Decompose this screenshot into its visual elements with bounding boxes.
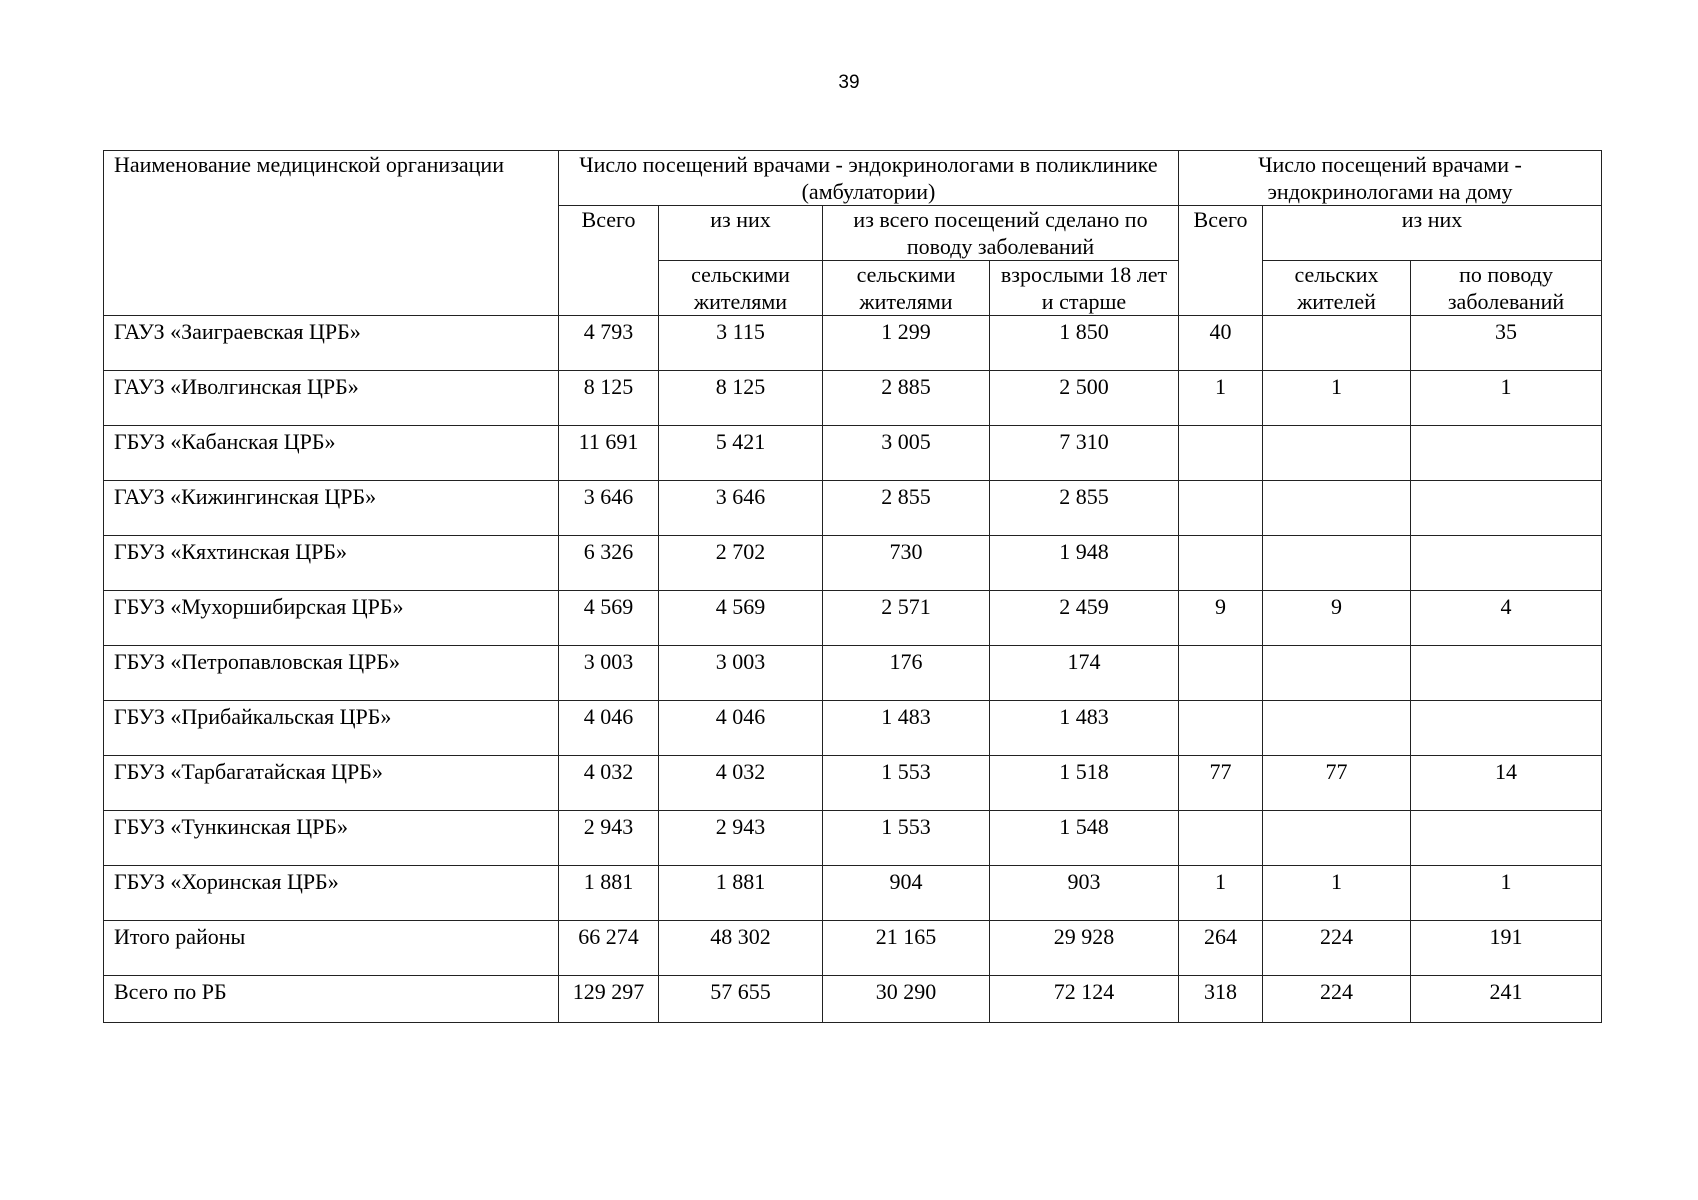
home-disease-value xyxy=(1411,426,1602,481)
poly-disease-adults-value: 2 459 xyxy=(990,591,1179,646)
home-rural-value: 77 xyxy=(1263,756,1411,811)
poly-rural-value: 2 702 xyxy=(659,536,823,591)
poly-total-value: 11 691 xyxy=(559,426,659,481)
poly-rural-value: 4 046 xyxy=(659,701,823,756)
poly-disease-rural-value: 2 855 xyxy=(823,481,990,536)
poly-disease-rural-value: 21 165 xyxy=(823,921,990,976)
poly-disease-rural-value: 1 299 xyxy=(823,316,990,371)
poly-rural-value: 48 302 xyxy=(659,921,823,976)
poly-total-value: 1 881 xyxy=(559,866,659,921)
header-home-total: Всего xyxy=(1179,206,1263,316)
home-disease-value: 191 xyxy=(1411,921,1602,976)
organization-name: ГАУЗ «Заиграевская ЦРБ» xyxy=(104,316,559,371)
home-total-value: 1 xyxy=(1179,371,1263,426)
poly-rural-value: 4 032 xyxy=(659,756,823,811)
home-disease-value: 1 xyxy=(1411,371,1602,426)
poly-disease-rural-value: 30 290 xyxy=(823,976,990,1023)
header-home-rural: сельских жителей xyxy=(1263,261,1411,316)
home-rural-value: 9 xyxy=(1263,591,1411,646)
poly-rural-value: 3 646 xyxy=(659,481,823,536)
home-disease-value: 14 xyxy=(1411,756,1602,811)
home-rural-value: 1 xyxy=(1263,866,1411,921)
poly-disease-adults-value: 72 124 xyxy=(990,976,1179,1023)
home-disease-value xyxy=(1411,701,1602,756)
poly-disease-adults-value: 174 xyxy=(990,646,1179,701)
home-disease-value: 241 xyxy=(1411,976,1602,1023)
header-poly-disease-rural: сельскими жителями xyxy=(823,261,990,316)
organization-name: ГБУЗ «Хоринская ЦРБ» xyxy=(104,866,559,921)
home-disease-value: 1 xyxy=(1411,866,1602,921)
table-row xyxy=(104,811,1602,866)
home-total-value: 264 xyxy=(1179,921,1263,976)
poly-rural-value: 3 003 xyxy=(659,646,823,701)
home-total-value xyxy=(1179,701,1263,756)
organization-name: ГБУЗ «Кабанская ЦРБ» xyxy=(104,426,559,481)
table-row xyxy=(104,701,1602,756)
home-total-value xyxy=(1179,536,1263,591)
home-disease-value: 35 xyxy=(1411,316,1602,371)
table-row xyxy=(104,756,1602,811)
organization-name: ГАУЗ «Кижингинская ЦРБ» xyxy=(104,481,559,536)
poly-total-value: 66 274 xyxy=(559,921,659,976)
organization-name: Итого районы xyxy=(104,921,559,976)
poly-disease-rural-value: 2 571 xyxy=(823,591,990,646)
home-rural-value xyxy=(1263,316,1411,371)
table-row xyxy=(104,426,1602,481)
poly-total-value: 4 046 xyxy=(559,701,659,756)
poly-rural-value: 8 125 xyxy=(659,371,823,426)
organization-name: ГБУЗ «Тарбагатайская ЦРБ» xyxy=(104,756,559,811)
poly-disease-adults-value: 1 518 xyxy=(990,756,1179,811)
table-row xyxy=(104,646,1602,701)
home-total-value xyxy=(1179,811,1263,866)
table-row-district-total xyxy=(104,921,1602,976)
header-home-disease: по поводу заболеваний xyxy=(1411,261,1602,316)
poly-rural-value: 4 569 xyxy=(659,591,823,646)
poly-total-value: 3 646 xyxy=(559,481,659,536)
table-row xyxy=(104,536,1602,591)
header-polyclinic-group: Число посещений врачами - эндокринологами в поликлинике (амбулатории) xyxy=(559,151,1179,206)
header-home-of-them: из них xyxy=(1263,206,1602,261)
poly-disease-rural-value: 176 xyxy=(823,646,990,701)
header-poly-rural: сельскими жителями xyxy=(659,261,823,316)
home-rural-value xyxy=(1263,646,1411,701)
poly-total-value: 4 032 xyxy=(559,756,659,811)
home-total-value: 318 xyxy=(1179,976,1263,1023)
poly-rural-value: 3 115 xyxy=(659,316,823,371)
home-rural-value: 1 xyxy=(1263,371,1411,426)
home-rural-value xyxy=(1263,701,1411,756)
header-poly-total: Всего xyxy=(559,206,659,316)
poly-disease-adults-value: 29 928 xyxy=(990,921,1179,976)
table-row xyxy=(104,591,1602,646)
home-rural-value xyxy=(1263,426,1411,481)
poly-rural-value: 5 421 xyxy=(659,426,823,481)
table-row xyxy=(104,316,1602,371)
table-row xyxy=(104,866,1602,921)
poly-disease-rural-value: 1 553 xyxy=(823,756,990,811)
poly-disease-adults-value: 1 548 xyxy=(990,811,1179,866)
poly-rural-value: 1 881 xyxy=(659,866,823,921)
visits-table xyxy=(103,150,1602,1023)
poly-disease-adults-value: 1 850 xyxy=(990,316,1179,371)
home-total-value xyxy=(1179,646,1263,701)
header-organization-name: Наименование медицинской организации xyxy=(104,151,559,316)
poly-disease-adults-value: 7 310 xyxy=(990,426,1179,481)
header-poly-diseases: из всего посещений сделано по поводу заболеваний xyxy=(823,206,1179,261)
header-poly-of-them: из них xyxy=(659,206,823,261)
home-total-value xyxy=(1179,481,1263,536)
organization-name: ГБУЗ «Мухоршибирская ЦРБ» xyxy=(104,591,559,646)
poly-total-value: 6 326 xyxy=(559,536,659,591)
organization-name: ГБУЗ «Тункинская ЦРБ» xyxy=(104,811,559,866)
home-total-value: 1 xyxy=(1179,866,1263,921)
home-rural-value: 224 xyxy=(1263,976,1411,1023)
poly-total-value: 4 793 xyxy=(559,316,659,371)
poly-total-value: 3 003 xyxy=(559,646,659,701)
poly-disease-rural-value: 1 553 xyxy=(823,811,990,866)
organization-name: Всего по РБ xyxy=(104,976,559,1023)
home-disease-value xyxy=(1411,646,1602,701)
poly-total-value: 4 569 xyxy=(559,591,659,646)
header-home-group: Число посещений врачами - эндокринологами на дому xyxy=(1179,151,1602,206)
home-total-value: 9 xyxy=(1179,591,1263,646)
home-rural-value xyxy=(1263,811,1411,866)
home-rural-value xyxy=(1263,536,1411,591)
poly-disease-adults-value: 2 855 xyxy=(990,481,1179,536)
poly-total-value: 8 125 xyxy=(559,371,659,426)
poly-disease-adults-value: 2 500 xyxy=(990,371,1179,426)
table-row xyxy=(104,371,1602,426)
page-number: 39 xyxy=(838,72,860,93)
poly-disease-adults-value: 903 xyxy=(990,866,1179,921)
home-total-value: 77 xyxy=(1179,756,1263,811)
home-disease-value xyxy=(1411,811,1602,866)
poly-rural-value: 2 943 xyxy=(659,811,823,866)
poly-disease-rural-value: 3 005 xyxy=(823,426,990,481)
table-row-republic-total xyxy=(104,976,1602,1023)
poly-disease-adults-value: 1 483 xyxy=(990,701,1179,756)
poly-total-value: 2 943 xyxy=(559,811,659,866)
home-rural-value: 224 xyxy=(1263,921,1411,976)
organization-name: ГБУЗ «Кяхтинская ЦРБ» xyxy=(104,536,559,591)
poly-rural-value: 57 655 xyxy=(659,976,823,1023)
home-total-value: 40 xyxy=(1179,316,1263,371)
poly-disease-rural-value: 904 xyxy=(823,866,990,921)
poly-disease-rural-value: 730 xyxy=(823,536,990,591)
poly-total-value: 129 297 xyxy=(559,976,659,1023)
poly-disease-adults-value: 1 948 xyxy=(990,536,1179,591)
home-rural-value xyxy=(1263,481,1411,536)
home-disease-value xyxy=(1411,536,1602,591)
organization-name: ГБУЗ «Петропавловская ЦРБ» xyxy=(104,646,559,701)
home-disease-value xyxy=(1411,481,1602,536)
poly-disease-rural-value: 2 885 xyxy=(823,371,990,426)
home-total-value xyxy=(1179,426,1263,481)
organization-name: ГБУЗ «Прибайкальская ЦРБ» xyxy=(104,701,559,756)
home-disease-value: 4 xyxy=(1411,591,1602,646)
poly-disease-rural-value: 1 483 xyxy=(823,701,990,756)
organization-name: ГАУЗ «Иволгинская ЦРБ» xyxy=(104,371,559,426)
table-row xyxy=(104,481,1602,536)
header-poly-disease-adults: взрослыми 18 лет и старше xyxy=(990,261,1179,316)
